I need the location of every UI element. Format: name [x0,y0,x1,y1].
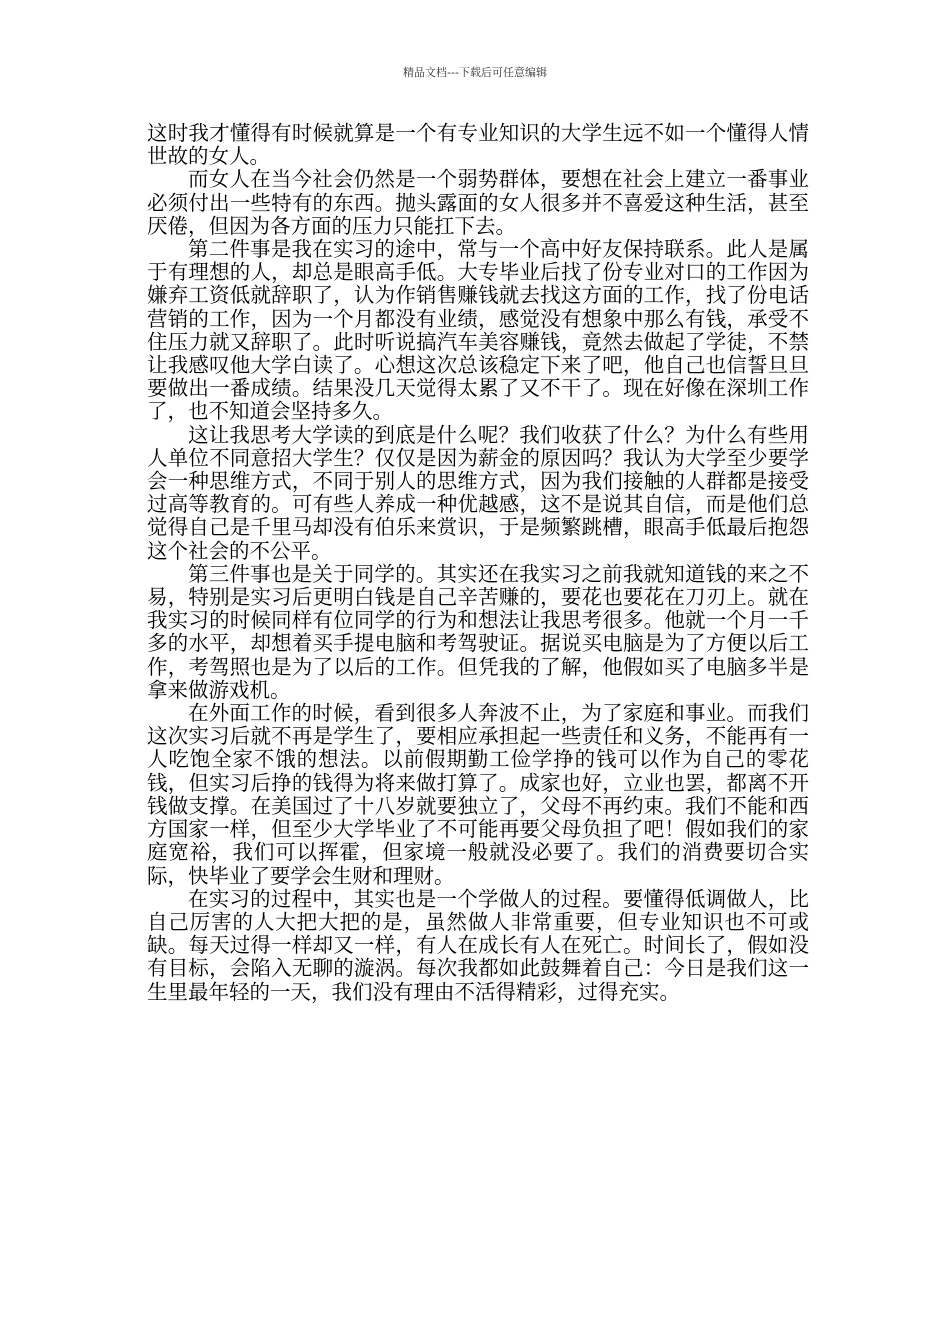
document-body [147,122,809,1004]
paragraph-continuation: 这时我才懂得有时候就算是一个有专业知识的大学生远不如一个懂得人情世故的女人。 [147,121,809,169]
paragraph-second-matter: 第二件事是我在实习的途中，常与一个高中好友保持联系。此人是属于有理想的人，却总是眼高手低。大专毕业后找了份专业对口的工作因为嫌弃工资低就辞职了，认为作销售赚钱就去找这方面的工作，找了份电话营销的工作，因为一个月都没有业绩，感觉没有想象中那么有钱，承受不住压力就又辞职了。此时听说搞汽车美容赚钱，竟然去做起了学徒，不禁让我感叹他大学白读了。心想这次总该稳定下来了吧，他自己也信誓旦旦要做出一番成绩。结果没几天觉得太累了又不干了。现在好像在深圳工作了，也不知道会坚持多久。 [147,237,809,424]
paragraph-reflection: 这让我思考大学读的到底是什么呢？我们收获了什么？为什么有些用人单位不同意招大学生？仅仅是因为薪金的原因吗？我认为大学至少要学会一种思维方式，不同于别人的思维方式，因为我们接触的人群都是接受过高等教育的。可有些人养成一种优越感，这不是说其自信，而是他们总觉得自己是千里马却没有伯乐来赏识，于是频繁跳槽，眼高手低最后抱怨这个社会的不公平。 [147,422,809,563]
page-header: 精品文档---下载后可任意编辑 [403,66,547,79]
paragraph-conclusion: 在实习的过程中，其实也是一个学做人的过程。要懂得低调做人，比自己厉害的人大把大把的是，虽然做人非常重要，但专业知识也不可或缺。每天过得一样却又一样，有人在成长有人在死亡。时间长了，假如没有目标，会陷入无聊的漩涡。每次我都如此鼓舞着自己：今日是我们这一生里最年轻的一天，我们没有理由不活得精彩，过得充实。 [147,886,809,1004]
paragraph-women: 而女人在当今社会仍然是一个弱势群体，要想在社会上建立一番事业必须付出一些特有的东西。抛头露面的女人很多并不喜爱这种生活，甚至厌倦，但因为各方面的压力只能扛下去。 [147,167,809,238]
paragraph-responsibility: 在外面工作的时候，看到很多人奔波不止，为了家庭和事业。而我们这次实习后就不再是学生了，要相应承担起一些责任和义务，不能再有一人吃饱全家不饿的想法。以前假期勤工俭学挣的钱可以作为自己的零花钱，但实习后挣的钱得为将来做打算了。成家也好，立业也罢，都离不开钱做支撑。在美国过了十八岁就要独立了，父母不再约束。我们不能和西方国家一样，但至少大学毕业了不可能再要父母负担了吧！假如我们的家庭宽裕，我们可以挥霍，但家境一般就没必要了。我们的消费要切合实际，快毕业了要学会生财和理财。 [147,701,809,888]
paragraph-third-matter: 第三件事也是关于同学的。其实还在我实习之前我就知道钱的来之不易，特别是实习后更明白钱是自己辛苦赚的，要花也要花在刀刃上。就在我实习的时候同样有位同学的行为和想法让我思考很多。他就一个月一千多的水平，却想着买手提电脑和考驾驶证。据说买电脑是为了方便以后工作，考驾照也是为了以后的工作。但凭我的了解，他假如买了电脑多半是拿来做游戏机。 [147,561,809,702]
